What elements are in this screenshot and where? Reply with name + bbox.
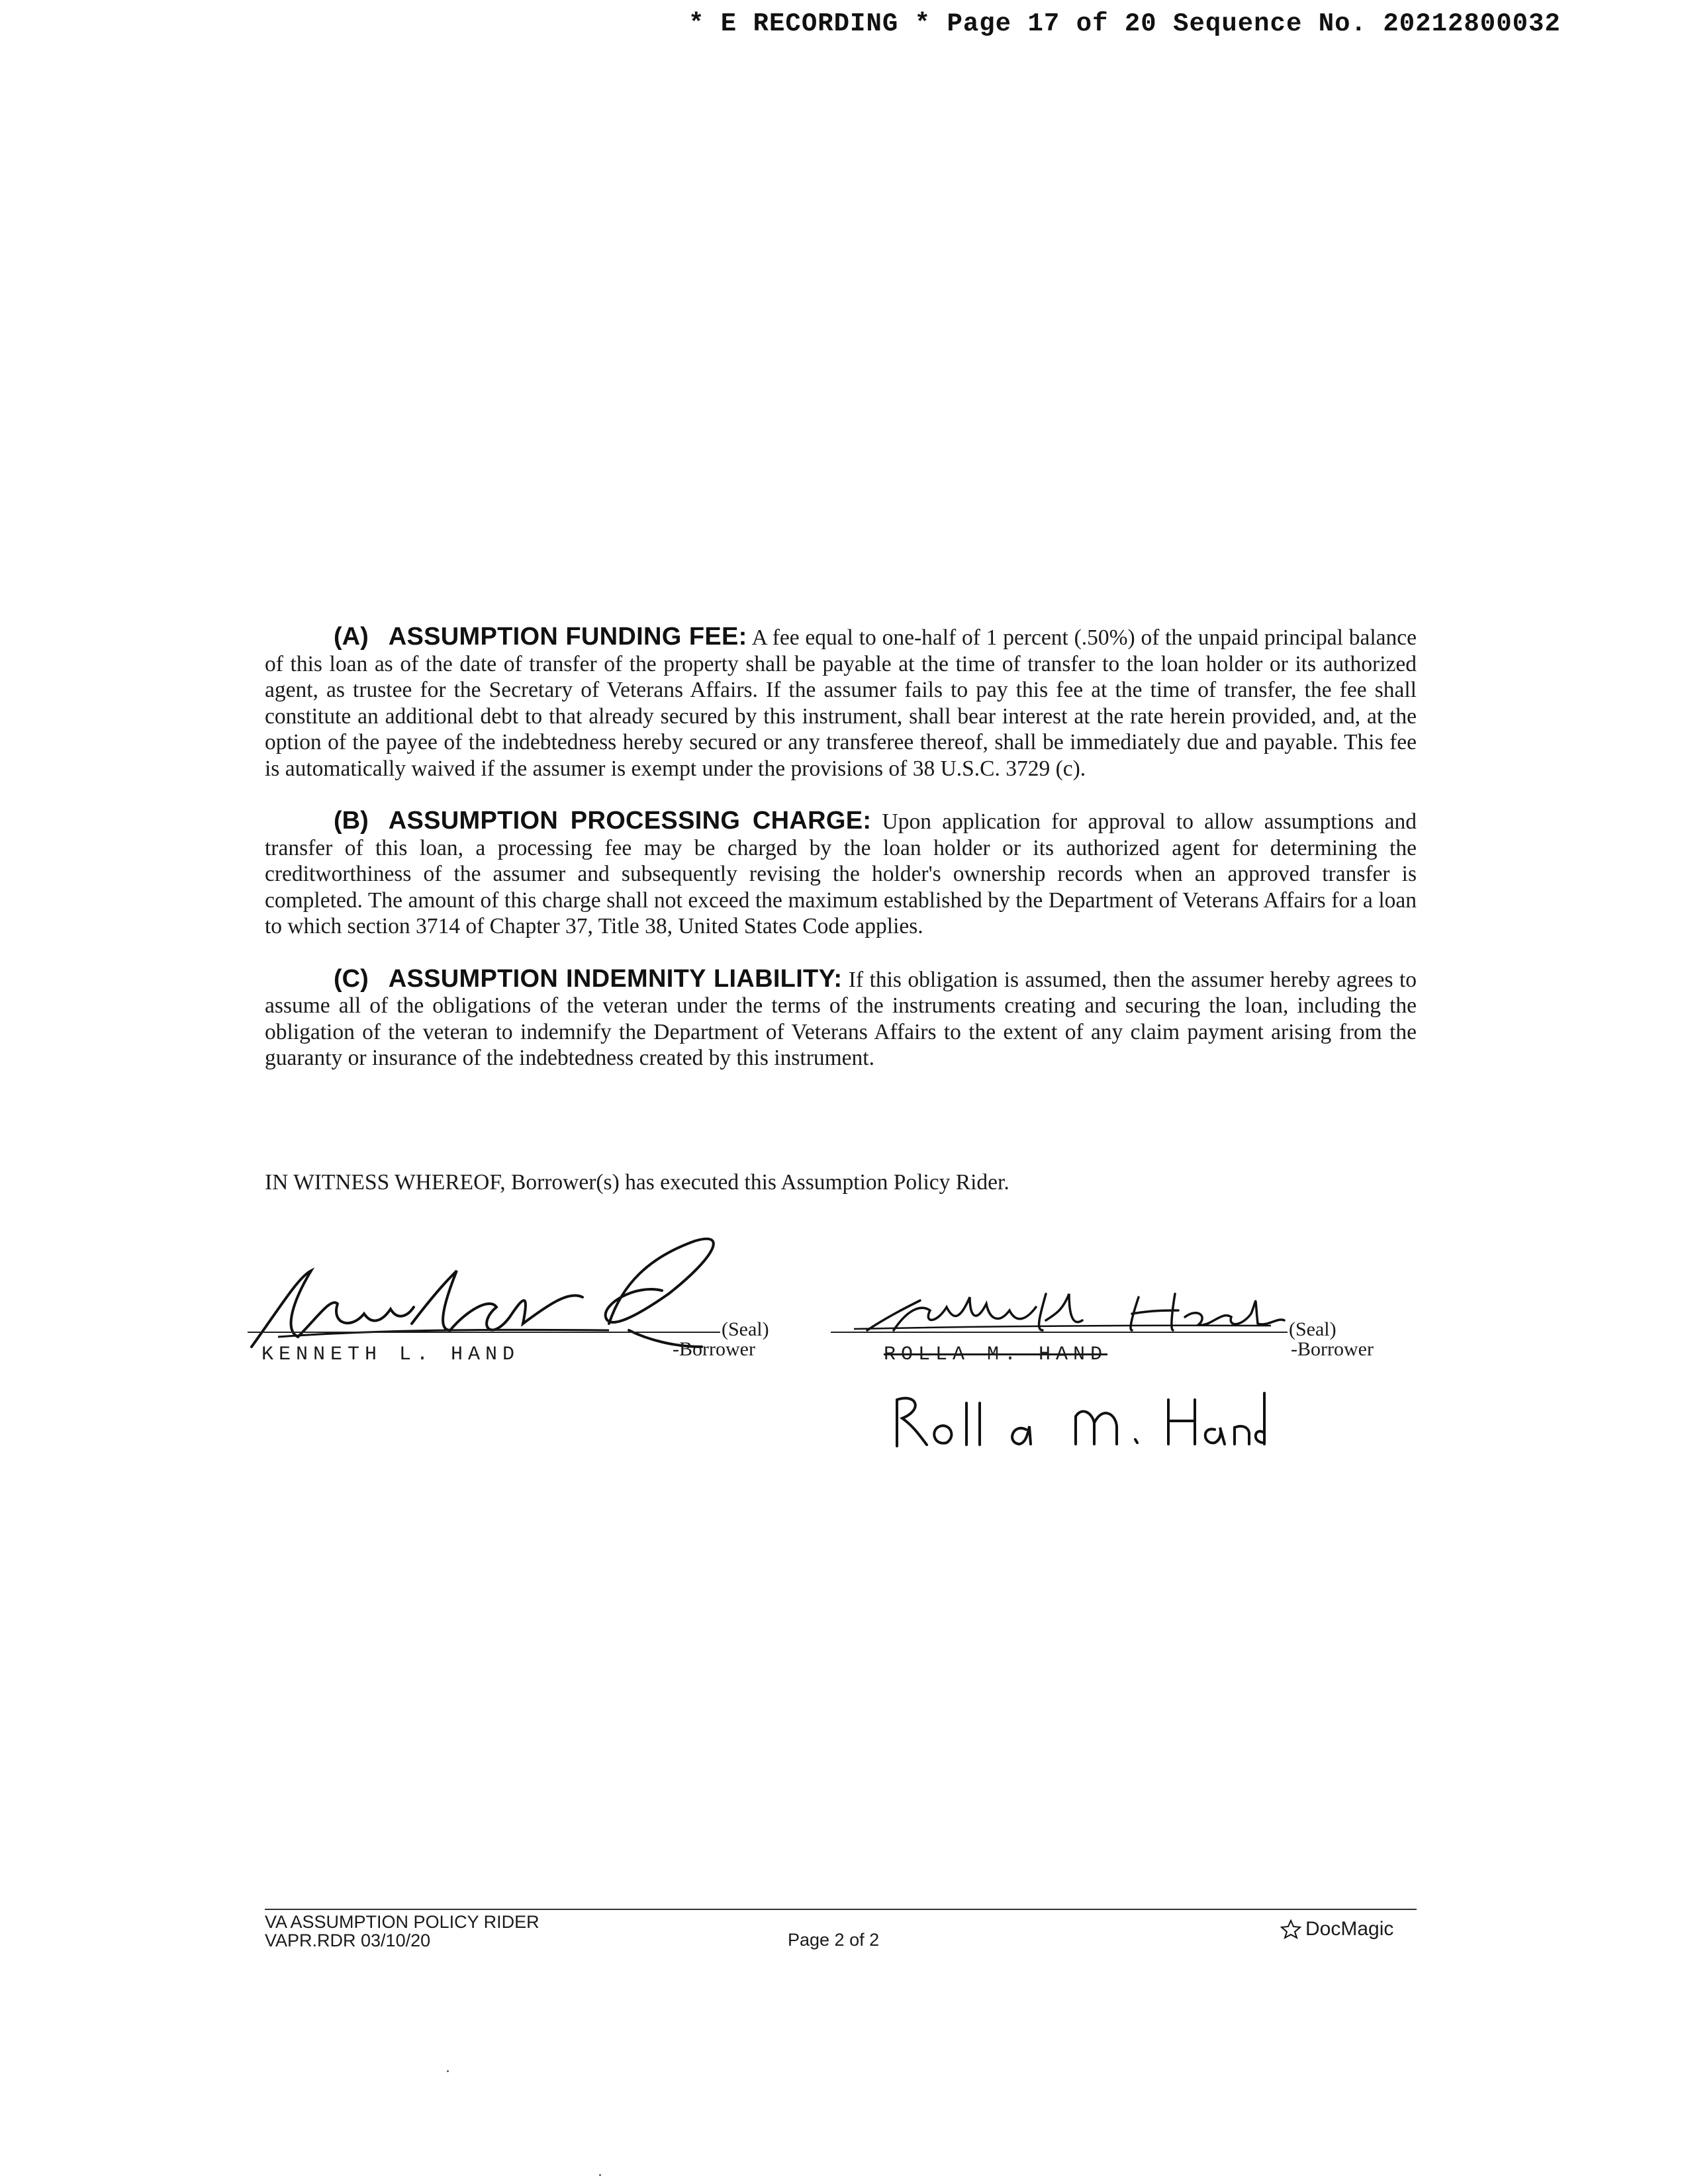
section-b [265,808,1417,940]
footer-form-info [265,1913,539,1950]
section-text: Upon application for approval to allow assumptions and transfer of this loan, a processing fee may be charged by the loan holder or its authorized agent for determining the creditworthiness of the assumer and subsequently revising the holder's ownership records when an approved transfer is completed. The amount of this charge shall not exceed the maximum established by the Department of Veterans Affairs for a loan to which section 3714 of Chapter 37, Title 38, United States Code applies. [265,809,1417,938]
docmagic-logo [1280,1918,1393,1940]
footer-rule [265,1909,1417,1910]
section-text: If this obligation is assumed, then the assumer hereby agrees to assume all of the obligations of the veteran under the terms of the instruments creating and securing the loan, including the obligation of the veteran to indemnify the Department of Veterans Affairs to the extent of any claim payment arising from the guaranty or insurance of the indebtedness created by this instrument. [265,967,1417,1070]
handwritten-name-rolla [884,1380,1268,1453]
seal-label: (Seal) [722,1318,769,1340]
section-code: (B) [334,807,369,835]
signature-line [831,1332,1288,1333]
star-icon [1280,1919,1301,1939]
section-a [265,624,1417,782]
form-code: VAPR.RDR 03/10/20 [265,1931,431,1950]
signature-rolla-image [847,1284,1311,1343]
section-text: A fee equal to one-half of 1 percent (.50%) of the unpaid principal balance of this loan as of the date of transfer of the property shall be payable at the time of transfer to the loan holder or its authorized agent, as trustee for the Secretary of Veterans Affairs. If the assumer fails to pay this fee at the time of transfer, the fee shall constitute an additional debt to that already secured by this instrument, shall bear interest at the rate herein provided, and, at the option of the payee of the indebtedness hereby secured or any transferee thereof, shall be immediately due and payable. This fee is automatically waived if the assumer is exempt under the provisions of 38 U.S.C. 3729 (c). [265,625,1417,781]
section-code: (A) [334,623,369,651]
section-heading: ASSUMPTION PROCESSING CHARGE: [388,807,872,835]
section-heading: ASSUMPTION INDEMNITY LIABILITY: [388,964,843,993]
signer-name: ROLLA M. HAND [884,1343,1108,1366]
seal-label: (Seal) [1289,1318,1336,1340]
brand-name: DocMagic [1305,1918,1394,1940]
recording-header: * E RECORDING * Page 17 of 20 Sequence No. 20212800032 [688,9,1561,38]
section-c [265,966,1417,1071]
scan-speck [599,2174,601,2176]
signer-name: KENNETH L. HAND [261,1343,520,1366]
role-label: -Borrower [673,1338,755,1360]
witness-statement: IN WITNESS WHEREOF, Borrower(s) has executed this Assumption Policy Rider. [265,1170,1009,1195]
section-heading: ASSUMPTION FUNDING FEE: [388,623,747,651]
section-code: (C) [334,964,369,993]
rider-body [265,624,1417,1098]
form-title: VA ASSUMPTION POLICY RIDER [265,1912,539,1932]
role-label: -Borrower [1291,1338,1374,1360]
signature-line [248,1332,720,1333]
page-number: Page 2 of 2 [788,1930,880,1950]
scan-speck [447,2070,449,2072]
